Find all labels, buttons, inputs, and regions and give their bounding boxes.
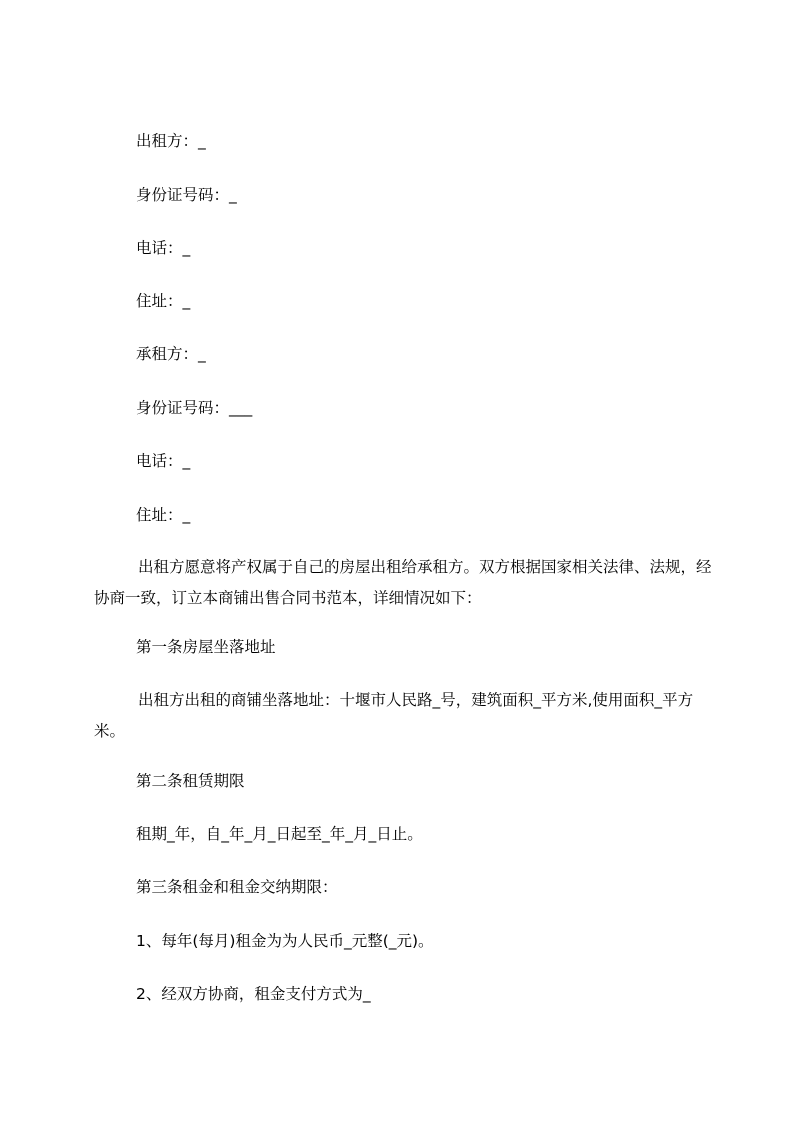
article3-item2: 2、经双方协商，租金支付方式为_ [136, 985, 371, 1003]
article3-item1: 1、每年(每月)租金为为人民币_元整(_元)。 [136, 932, 434, 950]
intro-paragraph: 出租方愿意将产权属于自己的房屋出租给承租方。双方根据国家相关法律、法规，经协商一致，订立本商铺出售合同书范本，详细情况如下： [94, 558, 712, 607]
lessee-id-line: 身份证号码：___ [136, 399, 253, 417]
lessee-phone-line: 电话：_ [136, 452, 191, 470]
lessor-address-line: 住址：_ [136, 292, 191, 310]
article1-title: 第一条房屋坐落地址 [136, 638, 276, 656]
lessee-address-line: 住址：_ [136, 506, 191, 524]
article1-body: 出租方出租的商铺坐落地址：十堰市人民路_号，建筑面积_平方米,使用面积_平方米。 [94, 691, 694, 740]
lessor-id-line: 身份证号码：_ [136, 186, 237, 204]
article2-title: 第二条租赁期限 [136, 772, 245, 790]
lessor-name-line: 出租方：_ [136, 132, 206, 150]
lessor-phone-line: 电话：_ [136, 239, 191, 257]
lessee-name-line: 承租方：_ [136, 345, 206, 363]
article2-body: 租期_年，自_年_月_日起至_年_月_日止。 [136, 825, 423, 843]
article3-title: 第三条租金和租金交纳期限： [136, 878, 338, 896]
